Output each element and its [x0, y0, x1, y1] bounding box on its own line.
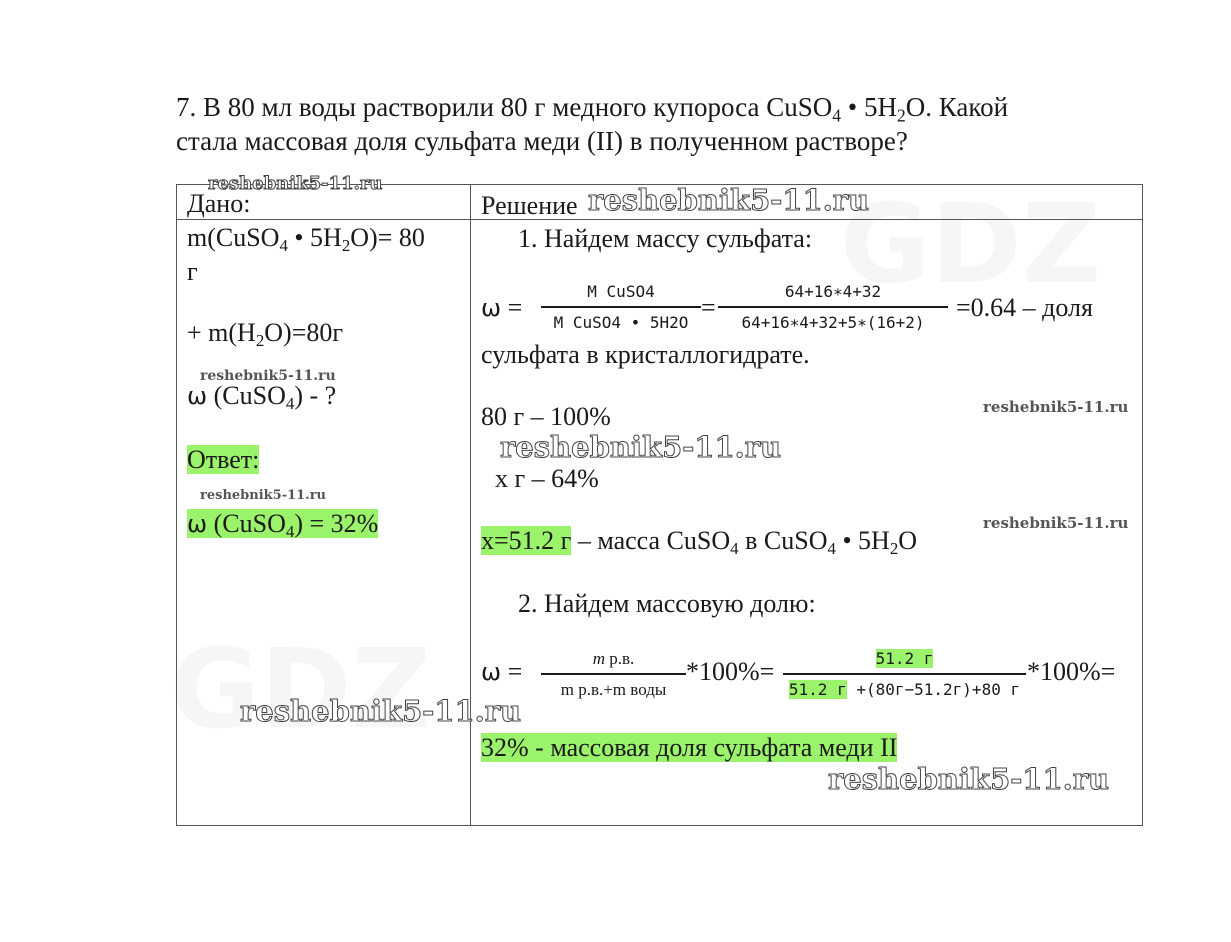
fraction-molar-mass — [541, 283, 701, 335]
step-2-heading: 2. Найдем массовую долю: — [518, 589, 816, 618]
given-mass-unit: г — [187, 257, 198, 286]
result-fraction: =0.64 – доля — [956, 293, 1093, 322]
problem-statement — [176, 90, 1136, 158]
equals-sign: = — [701, 293, 716, 322]
proportion-line-1: 80 г – 100% — [481, 402, 611, 431]
fraction-bar — [718, 306, 948, 308]
site-watermark: reshebnik5-11.ru — [200, 488, 327, 503]
fraction-denominator: m р.в.+m воды — [560, 680, 667, 699]
solution-header: Решение — [481, 191, 578, 220]
site-watermark: reshebnik5-11.ru — [828, 762, 1110, 796]
column-divider — [470, 185, 471, 825]
given-mass-water: + $m(H_2O)=80г$ — [187, 318, 344, 351]
fraction-bar — [541, 673, 686, 675]
given-header: Дано: — [187, 189, 251, 218]
fraction-bar — [541, 306, 701, 308]
site-watermark: reshebnik5-11.ru — [208, 173, 383, 194]
site-watermark: reshebnik5-11.ru — [983, 398, 1129, 416]
solution-table — [176, 184, 1143, 826]
fraction-numerator: 51.2 г — [875, 649, 934, 668]
times-100-percent: *100%= — [686, 657, 775, 686]
problem-line-1: 7. В 80 мл воды растворили 80 г медного купороса CuSO$_4$ • $5H_2O$. Какой — [176, 92, 1009, 126]
proportion-line-2: х г – 64% — [495, 464, 599, 493]
omega-symbol-2: ω = — [481, 657, 523, 686]
step-1-heading: 1. Найдем массу сульфата: — [518, 224, 813, 253]
fraction-denominator: 51.2 г +(80г−51.2г)+80 г — [788, 680, 1021, 699]
fraction-denominator: 64+16∗4+32+5∗(16+2) — [741, 313, 925, 332]
fraction-bar — [783, 673, 1026, 675]
answer-label: Ответ: — [187, 445, 260, 474]
site-watermark: reshebnik5-11.ru — [200, 368, 336, 384]
site-watermark: reshebnik5-11.ru — [500, 430, 782, 464]
result-fraction-cont: сульфата в кристаллогидрате. — [481, 340, 810, 369]
site-watermark: reshebnik5-11.ru — [588, 183, 870, 217]
given-mass-crystal: m(CuSO$_4$ • $5H_2O)= 80$ — [187, 223, 425, 256]
fraction-denominator: M CuSO4 • 5H2O — [553, 313, 689, 332]
omega-symbol: ω = — [481, 293, 523, 322]
final-answer: 32% - массовая доля сульфата меди II — [481, 733, 898, 762]
times-100-percent-2: *100%= — [1027, 657, 1116, 686]
site-watermark: reshebnik5-11.ru — [240, 694, 522, 728]
fraction-mass-fraction — [541, 650, 686, 702]
problem-line-2: стала массовая доля сульфата меди (II) в полученном растворе? — [176, 126, 908, 156]
site-watermark: reshebnik5-11.ru — [983, 514, 1129, 532]
fraction-numerator: M CuSO4 — [587, 282, 655, 301]
fraction-numeric — [783, 650, 1026, 702]
fraction-numerator: m р.в. — [592, 649, 635, 668]
fraction-calculation — [718, 283, 948, 335]
x-result: х=51.2 г – масса CuSO$_4$ в CuSO$_4$ • $5H_2O$ — [481, 526, 918, 559]
header-divider — [177, 219, 1142, 220]
answer-value: ω (CuSO$_4$) = 32% — [187, 509, 379, 542]
find-omega: ω (CuSO$_4$) - ? — [187, 381, 337, 414]
fraction-numerator: 64+16∗4+32 — [784, 282, 882, 301]
